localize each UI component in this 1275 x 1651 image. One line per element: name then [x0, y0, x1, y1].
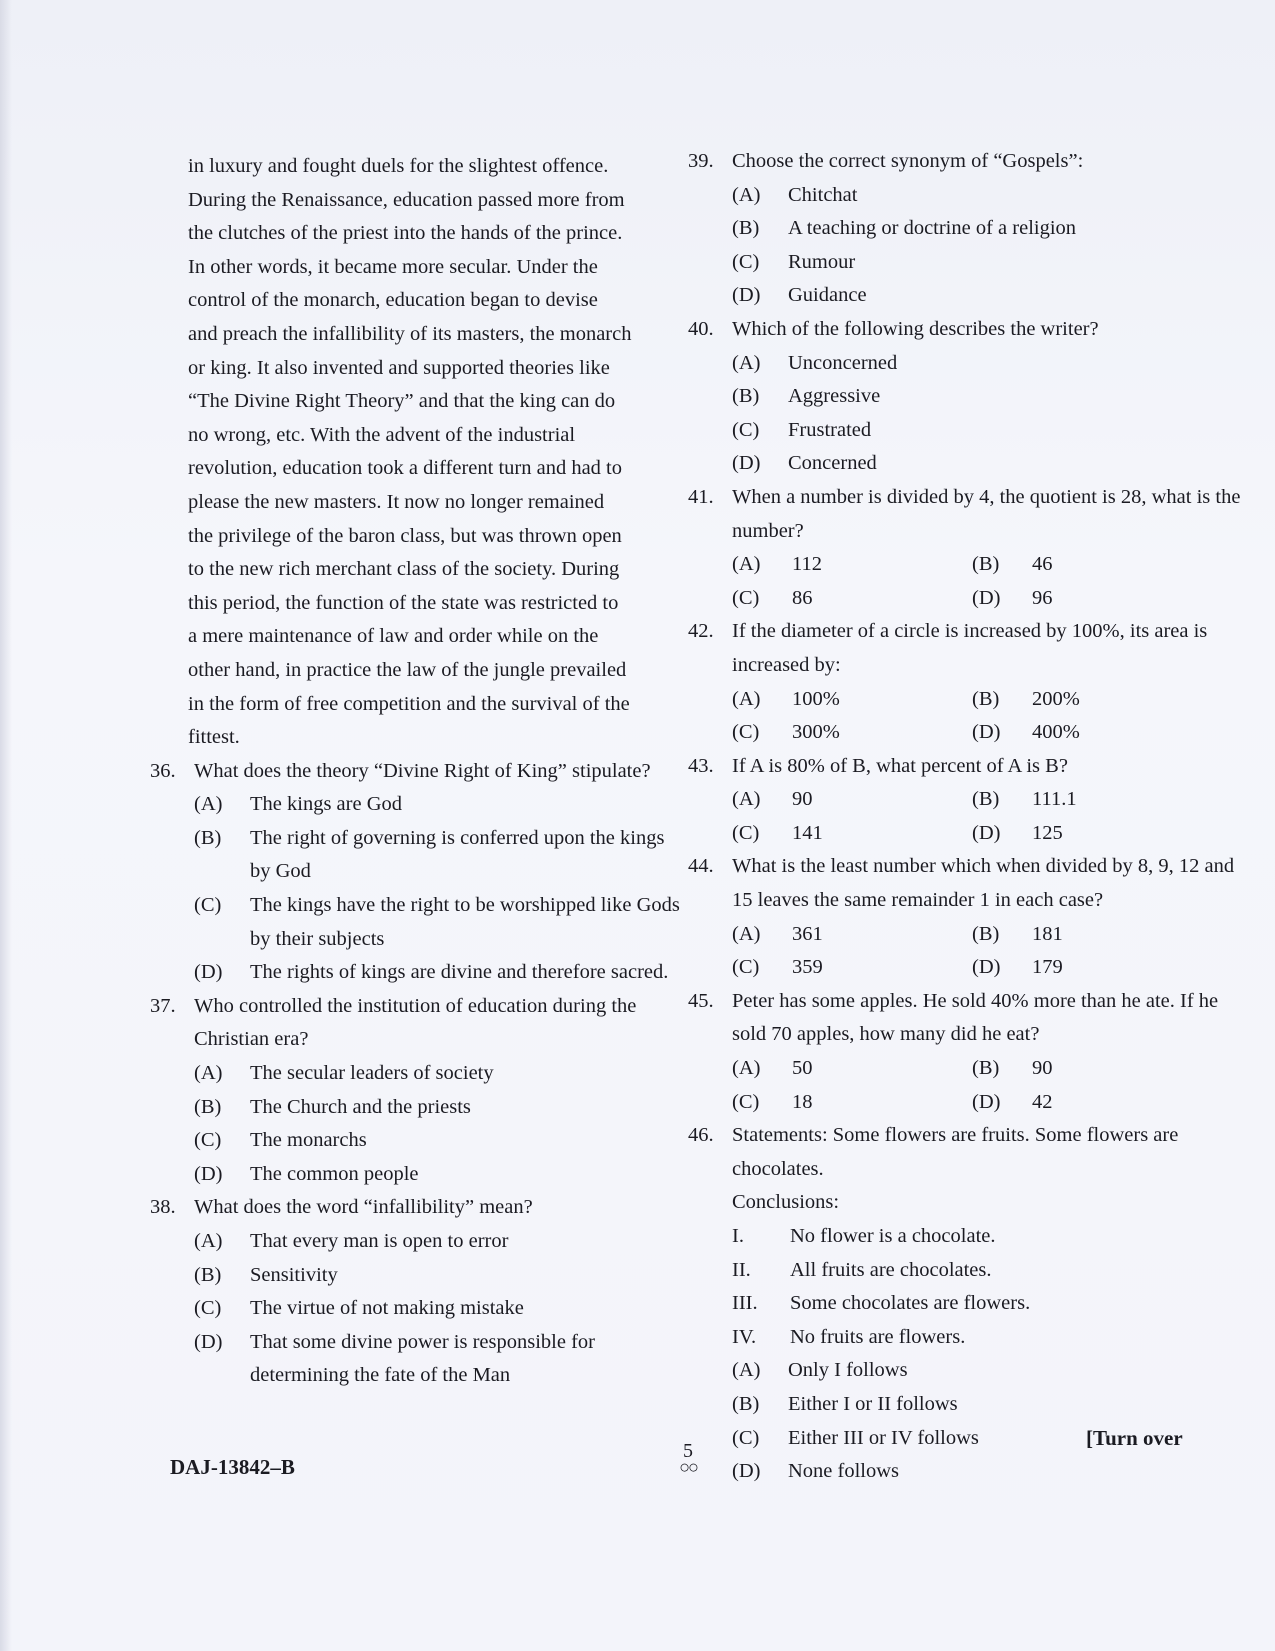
passage-line: “The Divine Right Theory” and that the king can do [188, 390, 616, 413]
question-number: 44. [688, 855, 714, 878]
passage-line: revolution, education took a different turn and had to [188, 457, 622, 480]
conclusion-3: III. Some chocolates are flowers. [732, 1292, 1031, 1315]
option-d: (D) 42 [972, 1090, 1053, 1113]
question-text: Which of the following describes the writer? [732, 317, 1099, 340]
option-c: (C) 86 [732, 586, 813, 609]
option-a: (A) That every man is open to error [194, 1230, 509, 1252]
option-b: (B) Either I or II follows [732, 1392, 958, 1415]
passage [150, 150, 680, 755]
passage-line: other hand, in practice the law of the jungle prevailed [188, 658, 627, 681]
question-number: 39. [688, 150, 714, 172]
question-36 [150, 755, 680, 990]
question-text: Who controlled the institution of education during the Christian era? [194, 994, 637, 1051]
option-a: (A) Unconcerned [732, 351, 898, 374]
question-44 [688, 850, 1248, 984]
passage-line: the clutches of the priest into the hands of the prince. [188, 222, 623, 245]
page-number [668, 1440, 708, 1478]
question-43 [688, 750, 1248, 851]
question-37 [150, 990, 680, 1192]
option-b: (B) 90 [972, 1057, 1053, 1080]
question-39 [688, 145, 1248, 313]
conclusions-label: Conclusions: [732, 1191, 840, 1214]
option-c: (C) 18 [732, 1090, 813, 1113]
page-ornament-icon: ○○ [679, 1457, 697, 1477]
option-d: (D) 96 [972, 586, 1053, 609]
question-text: If A is 80% of B, what percent of A is B? [732, 754, 1068, 777]
option-a: (A) Chitchat [732, 183, 858, 206]
page-number-text: 5 [683, 1440, 693, 1462]
passage-line: to the new rich merchant class of the society. During [188, 558, 620, 581]
option-c: (C) Frustrated [732, 418, 872, 441]
question-number: 46. [688, 1124, 714, 1147]
option-a: (A) 50 [732, 1057, 813, 1080]
passage-line: In other words, it became more secular. Under the [188, 255, 598, 278]
option-d: (D) Guidance [732, 284, 867, 307]
left-column [150, 150, 680, 1393]
option-b: (B) 46 [972, 553, 1053, 576]
option-d: (D) 179 [972, 956, 1063, 979]
question-number: 36. [150, 759, 176, 782]
question-number: 40. [688, 317, 714, 340]
option-a: (A) 112 [732, 553, 822, 576]
question-text: If the diameter of a circle is increased by 100%, its area is increased by: [732, 620, 1208, 676]
conclusion-2: II. All fruits are chocolates. [732, 1258, 992, 1281]
passage-line: in luxury and fought duels for the slightest offence. [188, 155, 609, 177]
conclusion-4: IV. No fruits are flowers. [732, 1325, 966, 1348]
passage-line: please the new masters. It now no longer remained [188, 490, 605, 513]
option-d: (D) Concerned [732, 452, 877, 475]
option-d: (D) The rights of kings are divine and therefore sacred. [194, 961, 669, 984]
option-c: (C) 141 [732, 821, 823, 844]
question-text: Statements: Some flowers are fruits. Some flowers are chocolates. [732, 1124, 1179, 1180]
conclusion-1: I. No flower is a chocolate. [732, 1225, 996, 1247]
option-b: (B) Sensitivity [194, 1263, 338, 1286]
passage-line: in the form of free competition and the survival of the [188, 692, 630, 715]
passage-line: and preach the infallibility of its masters, the monarch [188, 322, 632, 345]
option-c: (C) The virtue of not making mistake [194, 1297, 524, 1320]
option-a: (A) 90 [732, 788, 813, 811]
option-b: (B) A teaching or doctrine of a religion [732, 217, 1077, 240]
question-45 [688, 985, 1248, 1119]
question-text: What does the word “infallibility” mean? [194, 1196, 533, 1219]
option-d: (D) None follows [732, 1460, 900, 1483]
question-number: 41. [688, 485, 714, 508]
option-c: (C) 300% [732, 721, 840, 744]
question-number: 38. [150, 1196, 176, 1219]
question-text: When a number is divided by 4, the quotient is 28, what is the number? [732, 485, 1241, 542]
option-a: (A) The secular leaders of society [194, 1062, 494, 1085]
option-d: (D) 400% [972, 721, 1080, 744]
option-c: (C) The monarchs [194, 1129, 367, 1152]
question-42 [688, 615, 1248, 749]
question-number: 45. [688, 989, 714, 1012]
option-a: (A) The kings are God [194, 793, 402, 816]
option-c: (C) Either III or IV follows [732, 1426, 979, 1449]
question-text: Choose the correct synonym of “Gospels”: [732, 150, 1084, 172]
question-number: 43. [688, 754, 714, 777]
turn-over-label: [Turn over [1086, 1426, 1183, 1450]
option-c: (C) The kings have the right to be worshipped like Gods by their subjects [194, 894, 680, 950]
right-column [688, 145, 1248, 1489]
option-b: (B) 181 [972, 922, 1063, 945]
option-b: (B) Aggressive [732, 385, 881, 408]
question-41 [688, 481, 1248, 615]
option-a: (A) Only I follows [732, 1359, 908, 1382]
option-d: (D) The common people [194, 1162, 419, 1185]
option-c: (C) 359 [732, 956, 823, 979]
option-c: (C) Rumour [732, 250, 856, 273]
question-text: What does the theory “Divine Right of King” stipulate? [194, 759, 651, 782]
option-d: (D) 125 [972, 821, 1063, 844]
option-b: (B) The right of governing is conferred upon the kings by God [194, 826, 665, 883]
option-b: (B) 200% [972, 687, 1080, 710]
passage-line: a mere maintenance of law and order while on the [188, 625, 599, 648]
question-38 [150, 1191, 680, 1393]
question-40 [688, 313, 1248, 481]
question-number: 42. [688, 620, 714, 643]
passage-line: or king. It also invented and supported theories like [188, 356, 610, 379]
passage-line: the privilege of the baron class, but was thrown open [188, 524, 622, 547]
option-a: (A) 100% [732, 687, 840, 710]
option-d: (D) That some divine power is responsible for determining the fate of the Man [194, 1330, 596, 1387]
scan-edge-shadow [0, 0, 12, 1651]
option-b: (B) The Church and the priests [194, 1095, 471, 1118]
option-b: (B) 111.1 [972, 788, 1077, 811]
passage-line: control of the monarch, education began to devise [188, 289, 598, 312]
passage-line: During the Renaissance, education passed more from [188, 188, 625, 211]
passage-line: this period, the function of the state was restricted to [188, 591, 619, 614]
question-number: 37. [150, 994, 176, 1017]
question-text: Peter has some apples. He sold 40% more than he ate. If he sold 70 apples, how many did he eat? [732, 989, 1219, 1046]
question-text: What is the least number which when divided by 8, 9, 12 and 15 leaves the same remainder 1 in each case? [732, 855, 1235, 912]
paper-code: DAJ-13842–B [170, 1455, 295, 1479]
passage-line: no wrong, etc. With the advent of the industrial [188, 423, 576, 446]
option-a: (A) 361 [732, 922, 823, 945]
passage-line: fittest. [188, 726, 240, 749]
